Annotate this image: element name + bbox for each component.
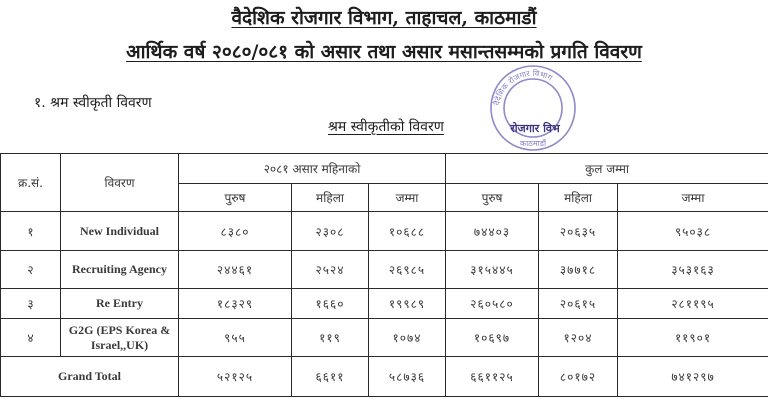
svg-text:काठमाडौं: काठमाडौं <box>519 139 547 148</box>
month-total-cell: १०७४ <box>369 319 446 357</box>
row-label: Re Entry <box>61 289 179 319</box>
month-female-cell: २५२४ <box>292 251 369 289</box>
cum-male-total: ६६११२५ <box>446 357 539 397</box>
table-caption: श्रम स्वीकृतीको विवरण <box>328 119 444 135</box>
row-sn: २ <box>1 251 61 289</box>
header-sn: क्र.सं. <box>1 154 61 212</box>
cum-total-cell: ३५३१६३ <box>618 251 768 289</box>
cum-female-cell: २०६३५ <box>539 212 618 251</box>
row-label: G2G (EPS Korea & Israel,,UK) <box>61 319 179 357</box>
cum-male-cell: ७४४०३ <box>446 212 539 251</box>
header-month-male: पुरुष <box>179 184 292 212</box>
month-female-cell: ११९ <box>292 319 369 357</box>
header-cum-female: महिला <box>539 184 618 212</box>
cum-female-cell: २०६१५ <box>539 289 618 319</box>
row-label: Recruiting Agency <box>61 251 179 289</box>
grand-total-label: Grand Total <box>1 357 179 397</box>
office-seal-stamp <box>485 62 581 154</box>
month-grand-total: ५८७३६ <box>369 357 446 397</box>
month-male-cell: ९५५ <box>179 319 292 357</box>
svg-text:रोजगार विभ: रोजगार विभ <box>510 122 560 135</box>
svg-text:वैदेशिक रोजगार विभाग: वैदेशिक रोजगार विभाग <box>492 68 554 107</box>
header-month-female: महिला <box>292 184 369 212</box>
cum-grand-total: ७४१२९७ <box>618 357 768 397</box>
cum-male-cell: १०६९७ <box>446 319 539 357</box>
month-total-cell: १९९८९ <box>369 289 446 319</box>
cum-male-cell: २६०५८० <box>446 289 539 319</box>
table-row <box>1 289 768 319</box>
row-sn: ३ <box>1 289 61 319</box>
month-male-total: ५२१२५ <box>179 357 292 397</box>
grand-total-row <box>1 357 768 397</box>
cum-total-cell: ११९०१ <box>618 319 768 357</box>
header-month-total: जम्मा <box>369 184 446 212</box>
row-sn: ४ <box>1 319 61 357</box>
table-row <box>1 319 768 357</box>
cum-female-cell: ३७७१८ <box>539 251 618 289</box>
month-female-cell: २३०८ <box>292 212 369 251</box>
cum-total-cell: ९५०३८ <box>618 212 768 251</box>
month-total-cell: १०६८८ <box>369 212 446 251</box>
page-title: वैदेशिक रोजगार विभाग, ताहाचल, काठमाडौं <box>231 7 537 29</box>
header-month-group: २०८१ असार महिनाको <box>179 154 446 184</box>
header-description: विवरण <box>61 154 179 212</box>
month-male-cell: ८३८० <box>179 212 292 251</box>
labour-approval-table <box>0 153 768 397</box>
row-sn: १ <box>1 212 61 251</box>
header-total-group: कुल जम्मा <box>446 154 768 184</box>
month-male-cell: २४४६१ <box>179 251 292 289</box>
section-heading: १. श्रम स्वीकृती विवरण <box>34 95 152 111</box>
header-cum-male: पुरुष <box>446 184 539 212</box>
table-row <box>1 212 768 251</box>
header-cum-total: जम्मा <box>618 184 768 212</box>
month-female-total: ६६११ <box>292 357 369 397</box>
month-total-cell: २६९८५ <box>369 251 446 289</box>
month-male-cell: १८३२९ <box>179 289 292 319</box>
table-row <box>1 251 768 289</box>
cum-total-cell: २८११९५ <box>618 289 768 319</box>
cum-female-cell: १२०४ <box>539 319 618 357</box>
report-subtitle: आर्थिक वर्ष २०८०/०८१ को असार तथा असार मसान्तसम्मको प्रगति विवरण <box>126 41 642 63</box>
cum-female-total: ८०१७२ <box>539 357 618 397</box>
month-female-cell: १६६० <box>292 289 369 319</box>
cum-male-cell: ३१५४४५ <box>446 251 539 289</box>
row-label: New Individual <box>61 212 179 251</box>
